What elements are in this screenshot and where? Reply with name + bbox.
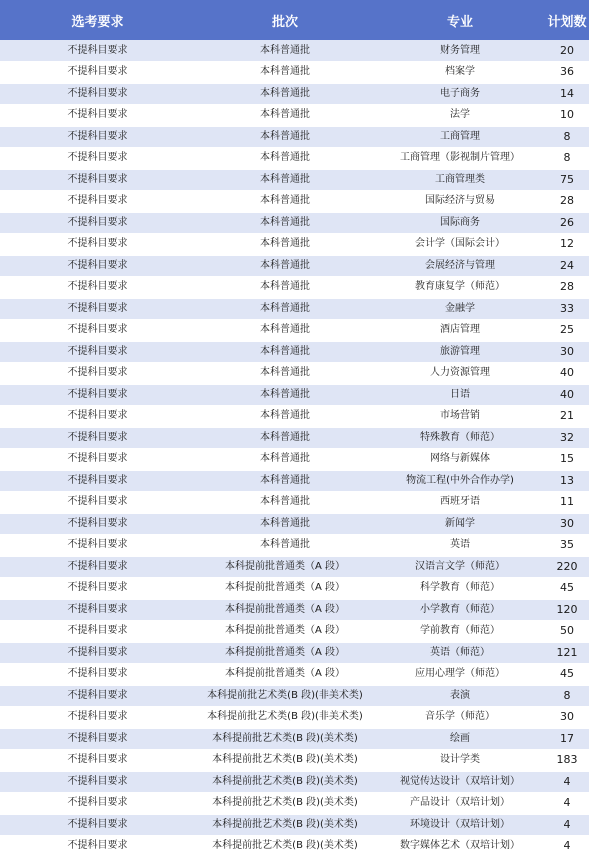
cell-major: 西班牙语 [375,492,545,514]
table-row [0,578,589,600]
table-row [0,105,589,127]
cell-requirement: 不提科目要求 [0,599,195,621]
cell-batch: 本科提前批艺术类(B 段)(美术类) [195,836,375,858]
cell-major: 工商管理（影视制片管理） [375,148,545,170]
cell-plan-count: 36 [545,62,589,84]
table-row [0,191,589,213]
table-row [0,126,589,148]
cell-plan-count: 30 [545,707,589,729]
cell-plan-count: 75 [545,169,589,191]
cell-major: 特殊教育（师范） [375,427,545,449]
table-row [0,148,589,170]
cell-major: 视觉传达设计（双培计划） [375,771,545,793]
cell-major: 绘画 [375,728,545,750]
cell-requirement: 不提科目要求 [0,406,195,428]
cell-requirement: 不提科目要求 [0,148,195,170]
cell-requirement: 不提科目要求 [0,277,195,299]
cell-requirement: 不提科目要求 [0,449,195,471]
table-row [0,793,589,815]
table-row [0,556,589,578]
cell-plan-count: 4 [545,836,589,858]
table-row [0,707,589,729]
cell-requirement: 不提科目要求 [0,212,195,234]
cell-batch: 本科提前批艺术类(B 段)(非美术类) [195,707,375,729]
cell-requirement: 不提科目要求 [0,535,195,557]
cell-batch: 本科提前批普通类（A 段） [195,642,375,664]
table-row [0,771,589,793]
cell-major: 酒店管理 [375,320,545,342]
cell-batch: 本科普通批 [195,255,375,277]
cell-major: 金融学 [375,298,545,320]
cell-batch: 本科普通批 [195,212,375,234]
cell-requirement: 不提科目要求 [0,384,195,406]
cell-batch: 本科普通批 [195,169,375,191]
cell-requirement: 不提科目要求 [0,40,195,62]
cell-batch: 本科提前批普通类（A 段） [195,556,375,578]
cell-requirement: 不提科目要求 [0,814,195,836]
cell-plan-count: 28 [545,277,589,299]
table-row [0,62,589,84]
cell-plan-count: 45 [545,664,589,686]
cell-major: 法学 [375,105,545,127]
cell-major: 物流工程(中外合作办学) [375,470,545,492]
table-row [0,750,589,772]
cell-plan-count: 4 [545,793,589,815]
cell-requirement: 不提科目要求 [0,642,195,664]
cell-plan-count: 21 [545,406,589,428]
cell-major: 音乐学（师范） [375,707,545,729]
cell-plan-count: 8 [545,126,589,148]
cell-batch: 本科普通批 [195,298,375,320]
cell-plan-count: 40 [545,384,589,406]
cell-plan-count: 33 [545,298,589,320]
cell-requirement: 不提科目要求 [0,62,195,84]
table-row [0,298,589,320]
cell-requirement: 不提科目要求 [0,341,195,363]
cell-major: 档案学 [375,62,545,84]
table-row [0,642,589,664]
cell-requirement: 不提科目要求 [0,255,195,277]
cell-plan-count: 220 [545,556,589,578]
cell-plan-count: 10 [545,105,589,127]
cell-batch: 本科普通批 [195,449,375,471]
cell-batch: 本科普通批 [195,384,375,406]
header-major: 专业 [375,0,545,40]
cell-requirement: 不提科目要求 [0,126,195,148]
table-row [0,234,589,256]
cell-plan-count: 11 [545,492,589,514]
cell-requirement: 不提科目要求 [0,793,195,815]
cell-batch: 本科普通批 [195,40,375,62]
cell-major: 新闻学 [375,513,545,535]
cell-requirement: 不提科目要求 [0,556,195,578]
cell-batch: 本科普通批 [195,470,375,492]
cell-plan-count: 24 [545,255,589,277]
cell-batch: 本科提前批普通类（A 段） [195,621,375,643]
cell-batch: 本科提前批艺术类(B 段)(美术类) [195,771,375,793]
cell-batch: 本科提前批普通类（A 段） [195,664,375,686]
table-row [0,406,589,428]
cell-requirement: 不提科目要求 [0,750,195,772]
table-row [0,169,589,191]
cell-plan-count: 40 [545,363,589,385]
cell-plan-count: 25 [545,320,589,342]
cell-plan-count: 121 [545,642,589,664]
cell-plan-count: 120 [545,599,589,621]
cell-major: 市场营销 [375,406,545,428]
cell-requirement: 不提科目要求 [0,492,195,514]
cell-plan-count: 4 [545,771,589,793]
cell-plan-count: 13 [545,470,589,492]
cell-plan-count: 30 [545,513,589,535]
table-row [0,277,589,299]
cell-requirement: 不提科目要求 [0,169,195,191]
table-row [0,685,589,707]
table-row [0,40,589,62]
cell-batch: 本科普通批 [195,277,375,299]
cell-major: 英语 [375,535,545,557]
cell-requirement: 不提科目要求 [0,707,195,729]
cell-plan-count: 26 [545,212,589,234]
cell-plan-count: 17 [545,728,589,750]
cell-requirement: 不提科目要求 [0,191,195,213]
cell-major: 网络与新媒体 [375,449,545,471]
cell-plan-count: 12 [545,234,589,256]
cell-batch: 本科普通批 [195,234,375,256]
table-row [0,255,589,277]
cell-batch: 本科普通批 [195,105,375,127]
cell-batch: 本科提前批艺术类(B 段)(美术类) [195,728,375,750]
cell-plan-count: 14 [545,83,589,105]
table-row [0,728,589,750]
cell-major: 表演 [375,685,545,707]
cell-plan-count: 30 [545,341,589,363]
cell-requirement: 不提科目要求 [0,105,195,127]
cell-major: 环境设计（双培计划） [375,814,545,836]
table-row [0,492,589,514]
cell-requirement: 不提科目要求 [0,470,195,492]
table-row [0,427,589,449]
cell-major: 工商管理 [375,126,545,148]
header-requirement: 选考要求 [0,0,195,40]
cell-plan-count: 20 [545,40,589,62]
cell-major: 日语 [375,384,545,406]
cell-plan-count: 32 [545,427,589,449]
cell-major: 会计学（国际会计） [375,234,545,256]
cell-batch: 本科普通批 [195,535,375,557]
cell-requirement: 不提科目要求 [0,234,195,256]
cell-plan-count: 50 [545,621,589,643]
cell-major: 设计学类 [375,750,545,772]
cell-batch: 本科普通批 [195,191,375,213]
cell-batch: 本科提前批普通类（A 段） [195,578,375,600]
cell-plan-count: 15 [545,449,589,471]
table-row [0,320,589,342]
cell-batch: 本科普通批 [195,492,375,514]
cell-major: 学前教育（师范） [375,621,545,643]
cell-major: 英语（师范） [375,642,545,664]
cell-batch: 本科普通批 [195,427,375,449]
cell-major: 小学教育（师范） [375,599,545,621]
cell-requirement: 不提科目要求 [0,578,195,600]
table-row [0,513,589,535]
cell-major: 会展经济与管理 [375,255,545,277]
cell-major: 人力资源管理 [375,363,545,385]
cell-major: 数字媒体艺术（双培计划） [375,836,545,858]
cell-major: 产品设计（双培计划） [375,793,545,815]
table-row [0,664,589,686]
cell-batch: 本科提前批艺术类(B 段)(非美术类) [195,685,375,707]
cell-batch: 本科普通批 [195,83,375,105]
cell-batch: 本科提前批艺术类(B 段)(美术类) [195,750,375,772]
table-row [0,470,589,492]
cell-requirement: 不提科目要求 [0,298,195,320]
cell-plan-count: 35 [545,535,589,557]
table-row [0,363,589,385]
cell-major: 工商管理类 [375,169,545,191]
table-row [0,449,589,471]
cell-batch: 本科普通批 [195,406,375,428]
table-row [0,212,589,234]
table-row [0,341,589,363]
cell-batch: 本科普通批 [195,363,375,385]
cell-batch: 本科普通批 [195,148,375,170]
cell-plan-count: 45 [545,578,589,600]
cell-requirement: 不提科目要求 [0,83,195,105]
table-row [0,384,589,406]
table-row [0,599,589,621]
cell-major: 汉语言文学（师范） [375,556,545,578]
table-body [0,40,589,857]
cell-major: 应用心理学（师范） [375,664,545,686]
cell-plan-count: 8 [545,685,589,707]
cell-major: 旅游管理 [375,341,545,363]
cell-batch: 本科普通批 [195,341,375,363]
cell-major: 科学教育（师范） [375,578,545,600]
cell-requirement: 不提科目要求 [0,513,195,535]
cell-major: 国际商务 [375,212,545,234]
table-row [0,621,589,643]
cell-batch: 本科普通批 [195,320,375,342]
cell-major: 国际经济与贸易 [375,191,545,213]
table-row [0,535,589,557]
cell-major: 教育康复学（师范） [375,277,545,299]
cell-batch: 本科提前批普通类（A 段） [195,599,375,621]
cell-major: 电子商务 [375,83,545,105]
cell-plan-count: 4 [545,814,589,836]
cell-requirement: 不提科目要求 [0,363,195,385]
header-row [0,0,589,40]
cell-plan-count: 28 [545,191,589,213]
cell-batch: 本科普通批 [195,126,375,148]
cell-requirement: 不提科目要求 [0,320,195,342]
cell-requirement: 不提科目要求 [0,427,195,449]
cell-plan-count: 183 [545,750,589,772]
header-plan-count: 计划数 [545,0,589,40]
header-batch: 批次 [195,0,375,40]
cell-major: 财务管理 [375,40,545,62]
cell-batch: 本科普通批 [195,513,375,535]
table-row [0,83,589,105]
cell-requirement: 不提科目要求 [0,836,195,858]
cell-requirement: 不提科目要求 [0,728,195,750]
cell-batch: 本科提前批艺术类(B 段)(美术类) [195,814,375,836]
table-row [0,836,589,858]
table-row [0,814,589,836]
cell-requirement: 不提科目要求 [0,771,195,793]
cell-requirement: 不提科目要求 [0,664,195,686]
table-header [0,0,589,40]
cell-plan-count: 8 [545,148,589,170]
cell-batch: 本科普通批 [195,62,375,84]
cell-requirement: 不提科目要求 [0,685,195,707]
cell-requirement: 不提科目要求 [0,621,195,643]
cell-batch: 本科提前批艺术类(B 段)(美术类) [195,793,375,815]
